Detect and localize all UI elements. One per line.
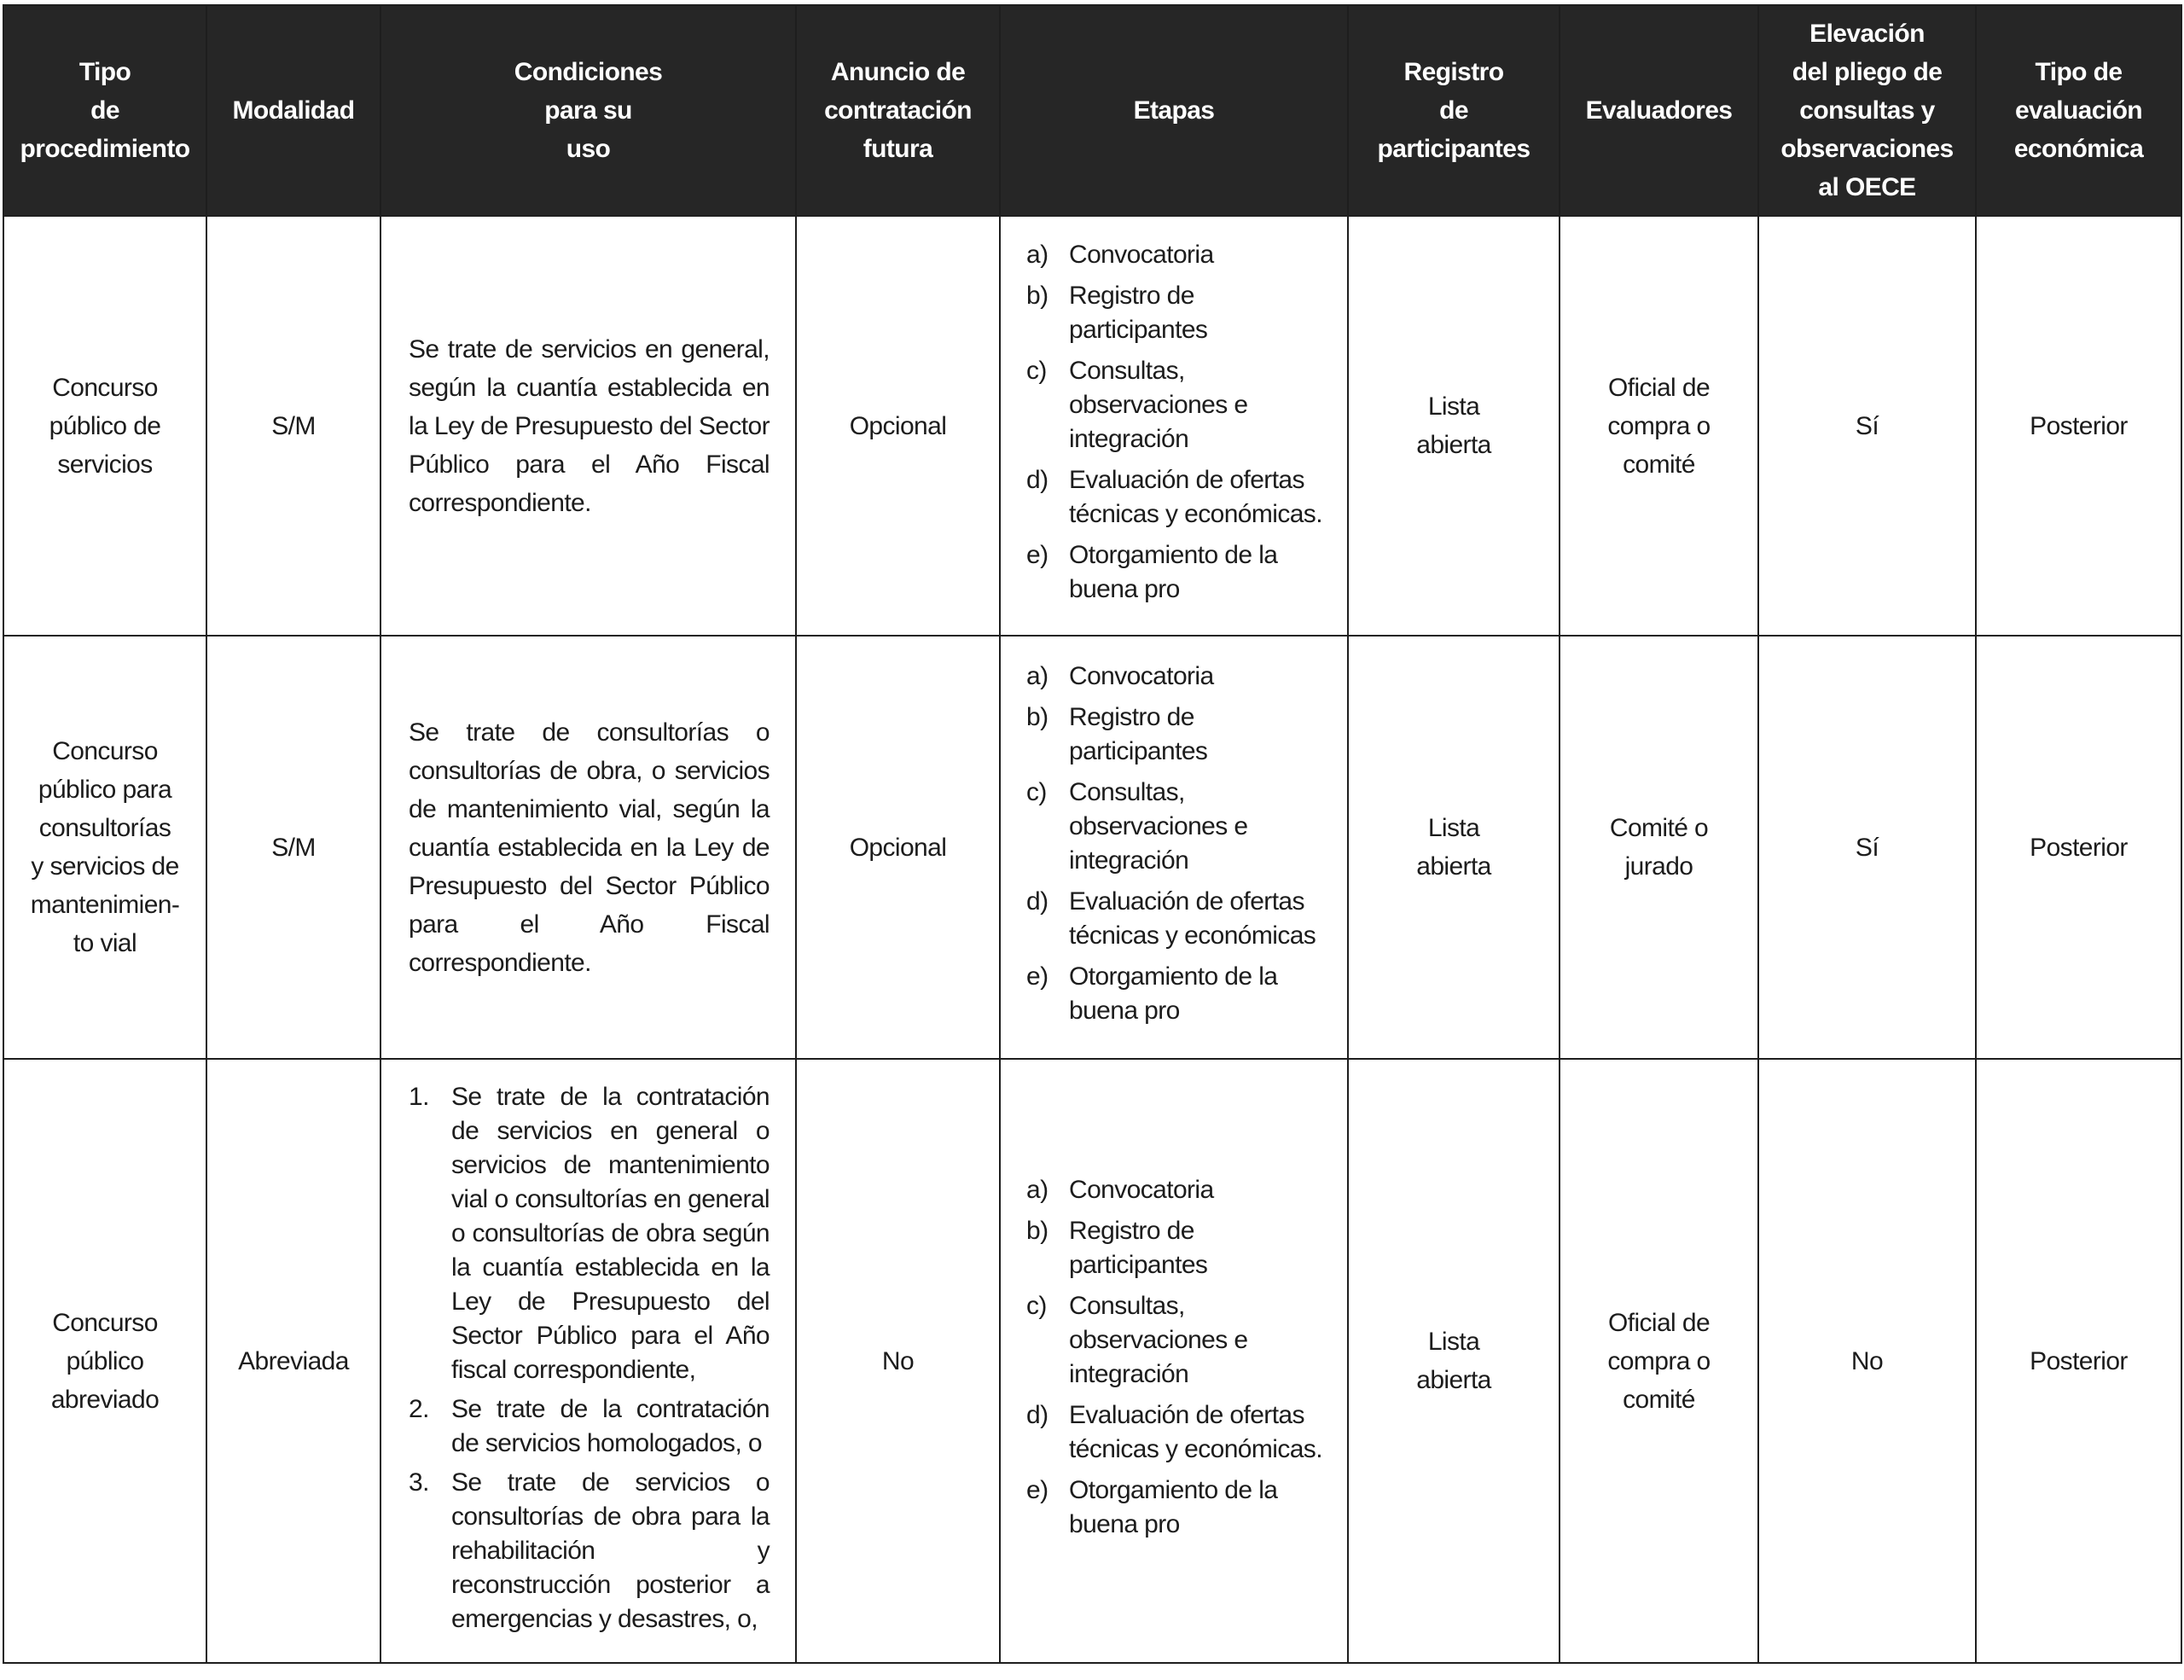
cell-line: servicios [57,450,153,479]
table-header [3,5,2181,216]
cell-condiciones: Se trate de servicios en general, según la cuantía establecida en la Ley de Presupuesto del Sector Público para el Año Fiscal correspondiente. [380,216,796,636]
condicion-item [409,1392,770,1461]
etapa-marker: a) [1026,241,1048,269]
condiciones-list [409,1080,770,1636]
cell-line: consultorías [38,814,171,842]
header-line: futura [863,135,933,163]
etapa-text: Consultas, observaciones e integración [1069,357,1248,453]
etapa-item [1026,279,1330,347]
cell-line: Lista [1427,1328,1480,1356]
cell-evaluacion: Posterior [1976,216,2181,636]
etapa-item [1026,354,1330,456]
etapa-text: Convocatoria [1069,662,1214,690]
cell-evaluadores [1560,636,1758,1059]
header-row [3,5,2181,216]
header-line: procedimiento [20,135,190,163]
etapa-text: Otorgamiento de la buena pro [1069,541,1278,603]
etapa-item [1026,538,1330,607]
cell-tipo [3,636,206,1059]
header-etapas [1000,5,1348,216]
etapa-marker: d) [1026,887,1048,916]
etapa-marker: d) [1026,466,1048,494]
header-line: observaciones [1780,135,1954,163]
cell-elevacion: Sí [1758,216,1976,636]
cell-etapas [1000,216,1348,636]
cell-line: público [66,1346,144,1375]
cell-line: Concurso [52,737,158,765]
cell-evaluacion: Posterior [1976,1059,2181,1663]
cell-modalidad: Abreviada [206,1059,380,1663]
etapa-marker: e) [1026,1476,1048,1504]
cell-line: to vial [73,929,137,957]
cell-anuncio: Opcional [796,216,1000,636]
cell-line: abierta [1416,852,1491,881]
etapa-item [1026,960,1330,1028]
header-line: de [1439,96,1468,125]
cell-evaluadores [1560,216,1758,636]
header-line: Anuncio de [830,58,966,86]
header-line: de [90,96,119,125]
etapa-marker: a) [1026,1176,1048,1204]
cell-elevacion: No [1758,1059,1976,1663]
condicion-number: 2. [409,1395,429,1423]
cell-evaluadores [1560,1059,1758,1663]
header-elevacion [1758,5,1976,216]
header-line: económica [2013,135,2144,163]
header-anuncio [796,5,1000,216]
etapa-item [1026,1173,1330,1207]
cell-anuncio: No [796,1059,1000,1663]
etapa-text: Evaluación de ofertas técnicas y económicas. [1069,1401,1322,1463]
etapa-marker: a) [1026,662,1048,690]
cell-modalidad: S/M [206,636,380,1059]
etapa-text: Convocatoria [1069,241,1214,269]
etapa-marker: c) [1026,357,1047,385]
cell-registro [1348,216,1560,636]
etapa-text: Registro de participantes [1069,703,1208,765]
header-modalidad [206,5,380,216]
cell-line: público de [49,411,161,440]
etapa-text: Consultas, observaciones e integración [1069,1292,1248,1388]
cell-tipo [3,216,206,636]
etapa-text: Convocatoria [1069,1176,1214,1204]
cell-line: compra o [1607,411,1711,440]
cell-etapas [1000,1059,1348,1663]
header-registro [1348,5,1560,216]
condicion-item [409,1080,770,1387]
etapa-item [1026,885,1330,953]
cell-line: abreviado [50,1385,160,1414]
condicion-number: 3. [409,1468,429,1497]
etapa-text: Otorgamiento de la buena pro [1069,962,1278,1025]
condicion-text: Se trate de servicios o consultorías de obra para la rehabilitación y reconstrucción posterior a emergencias y desastres, o, [451,1468,770,1633]
cell-line: Oficial de [1607,1308,1711,1337]
cell-line: público para [38,776,172,804]
header-line: Evaluadores [1585,96,1733,125]
condicion-text: Se trate de la contratación de servicios en general o servicios de mantenimiento vial o consultorías en general o consultorías de obra según la cuantía establecida en la Ley de Presupuesto del Sector Público para el Año fiscal correspondiente, [451,1083,770,1384]
etapa-marker: c) [1026,1292,1047,1320]
cell-line: comité [1623,450,1695,479]
header-line: Tipo de [2035,58,2123,86]
table-row [3,216,2181,636]
cell-line: compra o [1607,1346,1711,1375]
cell-line: abierta [1416,431,1491,459]
etapas-list [1026,660,1330,1028]
table-row [3,1059,2181,1663]
header-line: evaluación [2014,96,2143,125]
etapa-marker: b) [1026,703,1048,731]
etapa-text: Registro de participantes [1069,282,1208,344]
cell-condiciones: Se trate de consultorías o consultorías de obra, o servicios de mantenimiento vial, según la cuantía establecida en la Ley de Presupuesto del Sector Público para el Año Fiscal correspondiente. [380,636,796,1059]
cell-line: mantenimien- [30,891,180,919]
etapa-marker: c) [1026,778,1047,806]
cell-line: y servicios de [31,852,179,881]
header-tipo-evaluacion [1976,5,2181,216]
cell-modalidad: S/M [206,216,380,636]
etapas-list [1026,238,1330,607]
etapa-item [1026,660,1330,694]
cell-tipo [3,1059,206,1663]
cell-line: Oficial de [1607,373,1711,402]
cell-elevacion: Sí [1758,636,1976,1059]
cell-line: Lista [1427,392,1480,421]
header-tipo-procedimiento [3,5,206,216]
condicion-text: Se trate de la contratación de servicios homologados, o [451,1395,770,1457]
header-condiciones [380,5,796,216]
cell-line: abierta [1416,1366,1491,1394]
header-line: participantes [1377,135,1531,163]
etapa-marker: d) [1026,1401,1048,1429]
etapas-list [1026,1173,1330,1542]
cell-line: jurado [1624,852,1693,881]
cell-evaluacion: Posterior [1976,636,2181,1059]
header-line: Etapas [1133,96,1215,125]
header-line: del pliego de [1792,58,1943,86]
header-evaluadores [1560,5,1758,216]
header-line: Modalidad [232,96,355,125]
etapa-item [1026,776,1330,878]
etapa-item [1026,238,1330,272]
cell-etapas [1000,636,1348,1059]
etapa-item [1026,1474,1330,1542]
condicion-item [409,1466,770,1636]
cell-anuncio: Opcional [796,636,1000,1059]
etapa-marker: b) [1026,1217,1048,1245]
condicion-number: 1. [409,1083,429,1111]
etapa-marker: b) [1026,282,1048,310]
cell-line: Concurso [52,373,158,402]
etapa-item [1026,463,1330,532]
etapa-text: Otorgamiento de la buena pro [1069,1476,1278,1538]
header-line: contratación [824,96,972,125]
etapa-text: Evaluación de ofertas técnicas y económicas. [1069,466,1322,528]
etapa-marker: e) [1026,541,1048,569]
etapa-text: Evaluación de ofertas técnicas y económicas [1069,887,1316,950]
cell-line: Concurso [52,1308,158,1337]
cell-line: comité [1623,1385,1695,1414]
cell-condiciones [380,1059,796,1663]
header-line: Elevación [1809,20,1925,48]
header-line: al OECE [1818,173,1916,201]
procedure-table [3,4,2182,1664]
etapa-item [1026,1398,1330,1467]
table-body [3,216,2181,1663]
header-line: consultas y [1799,96,1935,125]
etapa-item [1026,700,1330,769]
cell-registro [1348,636,1560,1059]
cell-line: Comité o [1609,814,1709,842]
etapa-text: Registro de participantes [1069,1217,1208,1279]
header-line: para su [544,96,632,125]
etapa-text: Consultas, observaciones e integración [1069,778,1248,875]
cell-line: Lista [1427,814,1480,842]
etapa-item [1026,1214,1330,1282]
header-line: Condiciones [514,58,663,86]
etapa-item [1026,1289,1330,1392]
header-line: uso [566,135,611,163]
table-row [3,636,2181,1059]
etapa-marker: e) [1026,962,1048,991]
cell-registro [1348,1059,1560,1663]
header-line: Registro [1403,58,1504,86]
header-line: Tipo [78,58,131,86]
